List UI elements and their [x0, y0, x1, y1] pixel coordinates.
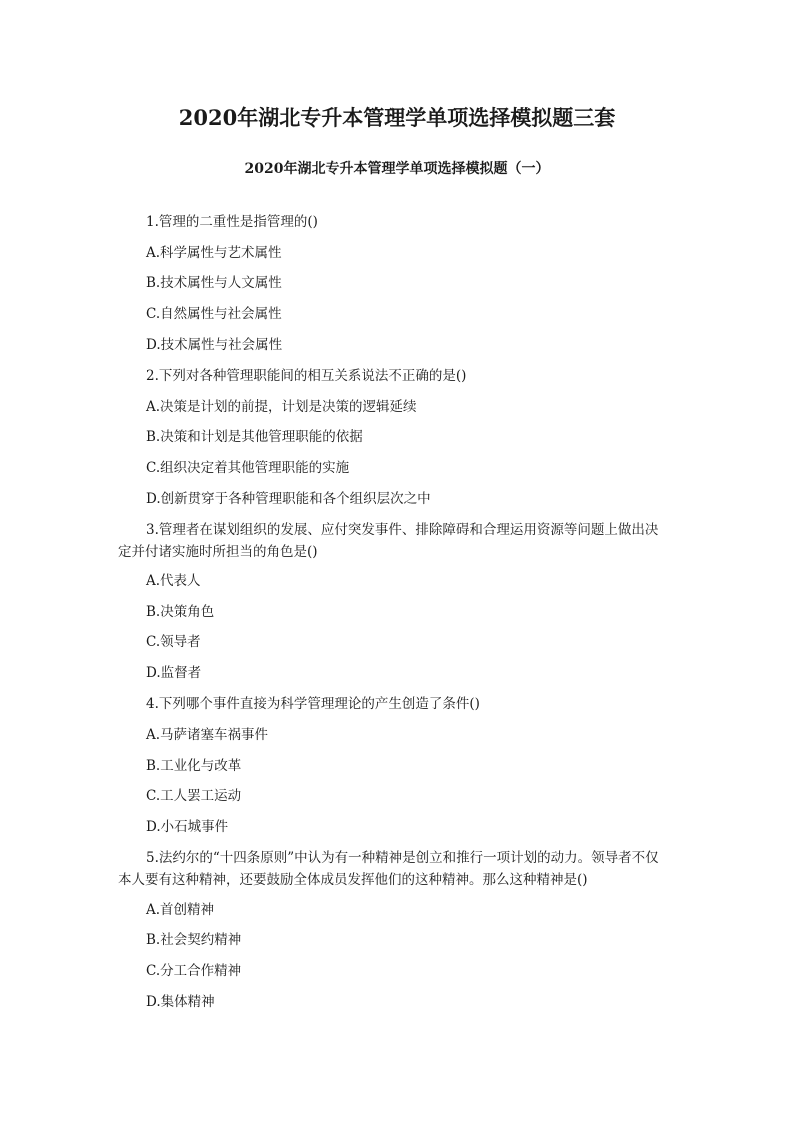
option-text: A.科学属性与艺术属性 — [146, 245, 282, 261]
option-text: B.决策和计划是其他管理职能的依据 — [146, 429, 363, 445]
question-stem: 5.法约尔的“十四条原则”中认为有一种精神是创立和推行一项计划的动力。领导者不仅本人要有这种精神，还要鼓励全体成员发挥他们的这种精神。那么这种精神是() — [118, 850, 659, 888]
question-stem: 1.管理的二重性是指管理的() — [146, 214, 318, 230]
option-text: D.创新贯穿于各种管理职能和各个组织层次之中 — [146, 491, 431, 507]
option-text: B.技术属性与人文属性 — [146, 275, 282, 291]
option-text: A.代表人 — [146, 573, 201, 589]
option-text: C.组织决定着其他管理职能的实施 — [146, 460, 350, 476]
option-text: B.决策角色 — [146, 604, 215, 620]
option-text: D.技术属性与社会属性 — [146, 337, 283, 353]
document-title: 2020年湖北专升本管理学单项选择模拟题三套 — [178, 105, 616, 130]
option-text: D.小石城事件 — [146, 819, 229, 835]
question-stem: 4.下列哪个事件直接为科学管理理论的产生创造了条件() — [146, 696, 480, 712]
option-text: C.工人罢工运动 — [146, 788, 242, 804]
question-stem: 3.管理者在谋划组织的发展、应付突发事件、排除障碍和合理运用资源等问题上做出决定并付诸实施时所担当的角色是() — [118, 522, 659, 560]
option-text: B.社会契约精神 — [146, 932, 242, 948]
question-stem: 2.下列对各种管理职能间的相互关系说法不正确的是() — [146, 368, 467, 384]
option-text: A.决策是计划的前提，计划是决策的逻辑延续 — [146, 399, 417, 415]
option-text: D.监督者 — [146, 665, 202, 681]
option-text: A.首创精神 — [146, 902, 215, 918]
option-text: C.领导者 — [146, 634, 201, 650]
option-text: C.分工合作精神 — [146, 963, 242, 979]
option-text: D.集体精神 — [146, 994, 215, 1010]
option-text: A.马萨诸塞车祸事件 — [146, 727, 269, 743]
document-subtitle: 2020年湖北专升本管理学单项选择模拟题（一） — [244, 161, 550, 177]
option-text: B.工业化与改革 — [146, 758, 242, 774]
option-text: C.自然属性与社会属性 — [146, 306, 282, 322]
